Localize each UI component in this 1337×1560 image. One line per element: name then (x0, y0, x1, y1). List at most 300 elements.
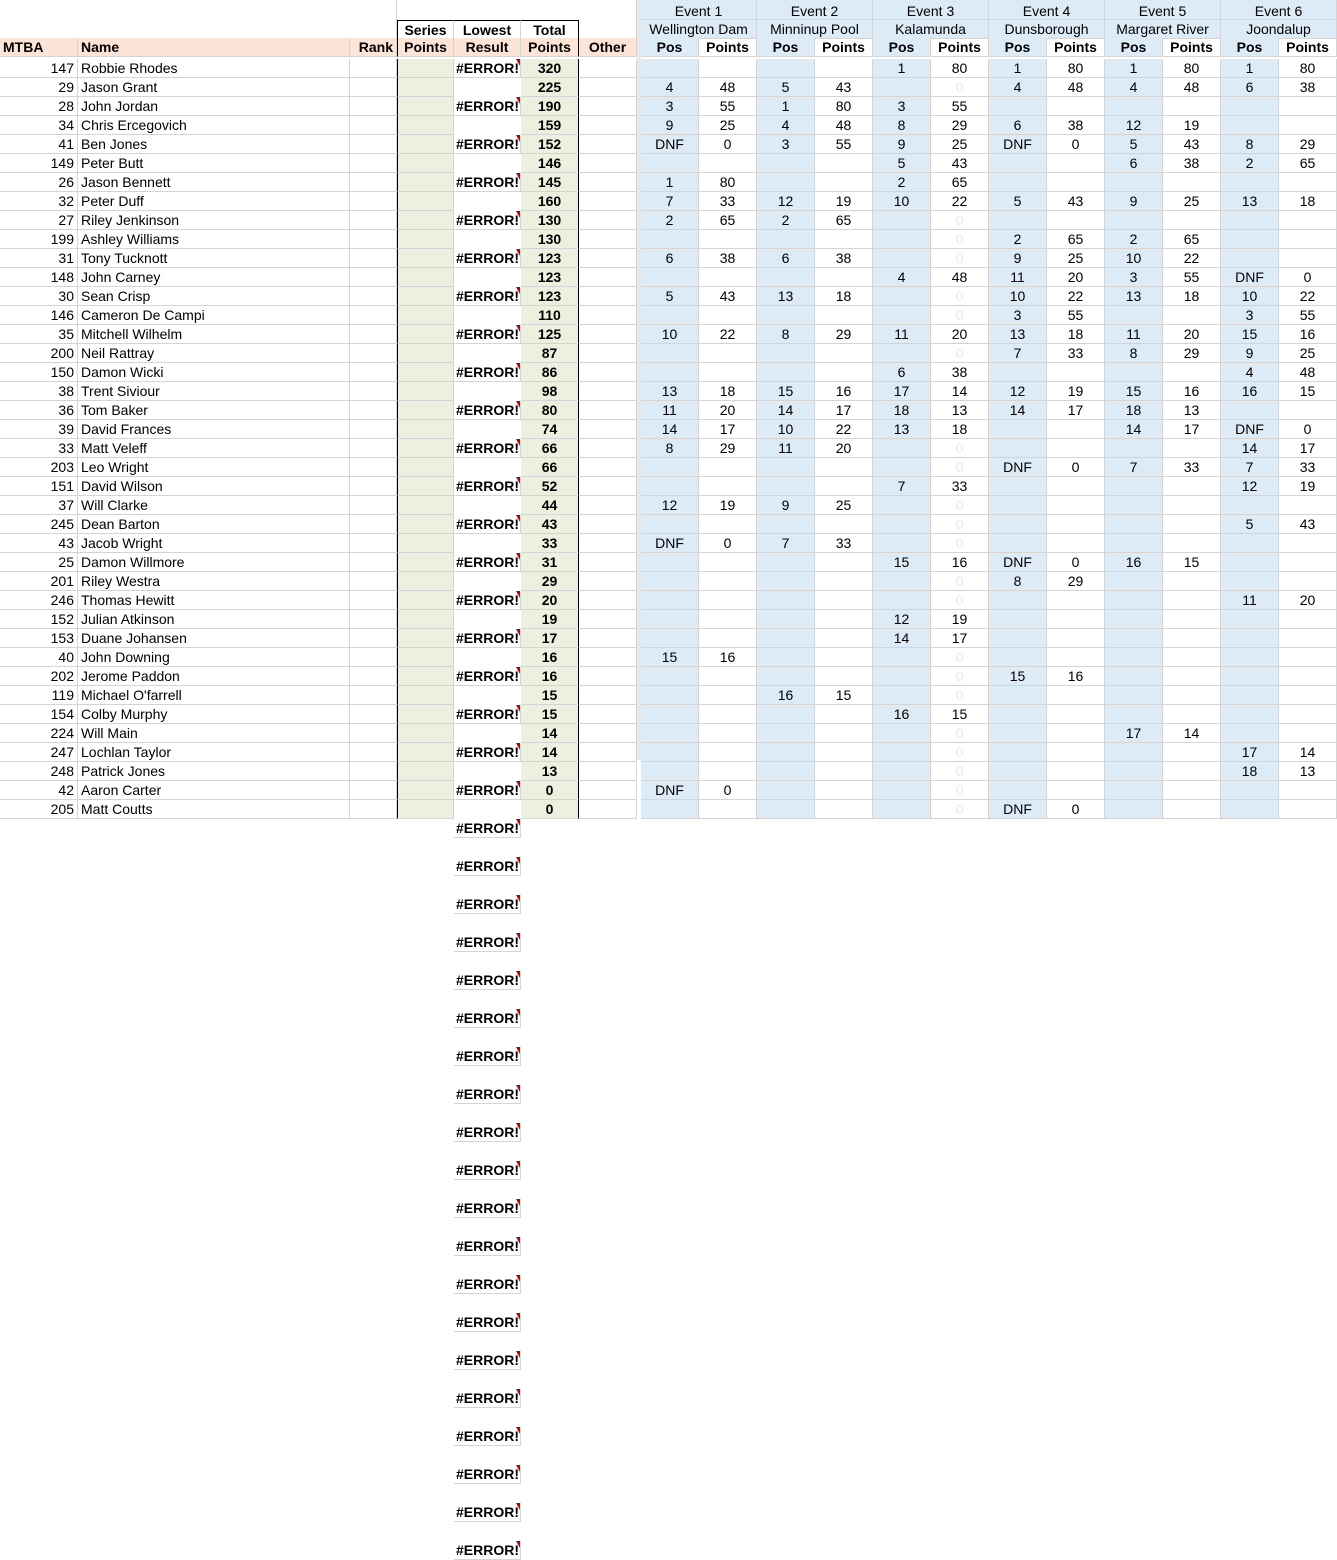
table-row-series-points[interactable] (397, 762, 454, 781)
table-row-series-points[interactable] (397, 78, 454, 97)
table-row-event-points[interactable]: 0 (931, 78, 989, 97)
table-row-event-points[interactable]: 65 (815, 211, 873, 230)
table-row-series-points[interactable] (397, 534, 454, 553)
table-row-lowest-result[interactable]: #ERROR! (456, 1010, 520, 1026)
table-row-event-pos[interactable]: 3 (1105, 268, 1163, 287)
table-row-event-pos[interactable] (1105, 800, 1163, 819)
table-row-series-points[interactable] (397, 553, 454, 572)
table-row-event-points[interactable] (815, 553, 873, 572)
table-row-event-points[interactable]: 13 (931, 401, 989, 420)
table-row-mtba[interactable]: 39 (0, 420, 78, 439)
table-row-event-points[interactable]: 22 (1047, 287, 1105, 306)
table-row-mtba[interactable]: 28 (0, 97, 78, 116)
table-row-other[interactable] (579, 192, 637, 211)
table-row-other[interactable] (579, 534, 637, 553)
event-venue[interactable]: Margaret River (1105, 20, 1221, 39)
table-row-name[interactable]: Ashley Williams (78, 230, 350, 249)
table-row-event-pos[interactable] (641, 515, 699, 534)
table-row-event-pos[interactable]: 13 (757, 287, 815, 306)
table-row-event-points[interactable]: 14 (1279, 743, 1337, 762)
table-row-event-pos[interactable] (757, 363, 815, 382)
table-row-total-points[interactable]: 14 (521, 724, 579, 743)
table-row-total-points[interactable]: 130 (521, 211, 579, 230)
table-row-mtba[interactable]: 38 (0, 382, 78, 401)
table-row-total-points[interactable]: 123 (521, 268, 579, 287)
table-row-event-points[interactable] (815, 268, 873, 287)
table-row-event-points[interactable]: 18 (1279, 192, 1337, 211)
table-row-event-pos[interactable]: 5 (1221, 515, 1279, 534)
table-row-event-points[interactable] (1047, 477, 1105, 496)
table-row-event-pos[interactable]: 9 (873, 135, 931, 154)
table-row-rank[interactable] (350, 287, 397, 306)
table-row-event-pos[interactable] (641, 344, 699, 363)
table-row-event-points[interactable] (1279, 781, 1337, 800)
table-row-event-pos[interactable] (873, 591, 931, 610)
table-row-other[interactable] (579, 458, 637, 477)
table-row-event-points[interactable]: 55 (1047, 306, 1105, 325)
table-row-event-points[interactable] (1163, 743, 1221, 762)
table-row-event-points[interactable] (1279, 686, 1337, 705)
table-row-event-pos[interactable] (757, 477, 815, 496)
table-row-event-points[interactable] (1279, 705, 1337, 724)
table-row-event-pos[interactable] (873, 458, 931, 477)
table-row-event-points[interactable] (699, 230, 757, 249)
table-row-event-points[interactable]: 0 (931, 515, 989, 534)
table-row-event-points[interactable] (699, 686, 757, 705)
table-row-event-points[interactable]: 22 (1279, 287, 1337, 306)
table-row-event-points[interactable] (699, 724, 757, 743)
table-row-series-points[interactable] (397, 458, 454, 477)
table-row-event-pos[interactable]: DNF (989, 553, 1047, 572)
table-row-event-pos[interactable]: 5 (757, 78, 815, 97)
table-row-event-points[interactable]: 22 (699, 325, 757, 344)
table-row-rank[interactable] (350, 781, 397, 800)
table-row-rank[interactable] (350, 553, 397, 572)
table-row-event-pos[interactable] (873, 800, 931, 819)
table-row-lowest-result[interactable]: #ERROR! (456, 1124, 520, 1140)
table-row-event-points[interactable] (1279, 401, 1337, 420)
table-row-rank[interactable] (350, 211, 397, 230)
table-row-lowest-result[interactable]: #ERROR! (456, 440, 520, 456)
table-row-event-pos[interactable] (1221, 781, 1279, 800)
table-row-event-pos[interactable]: 2 (989, 230, 1047, 249)
table-row-event-points[interactable]: 0 (1047, 553, 1105, 572)
table-row-event-points[interactable] (815, 363, 873, 382)
table-row-event-pos[interactable]: 10 (757, 420, 815, 439)
table-row-event-points[interactable]: 0 (931, 724, 989, 743)
table-row-series-points[interactable] (397, 363, 454, 382)
table-row-event-pos[interactable] (989, 515, 1047, 534)
table-row-event-pos[interactable] (873, 287, 931, 306)
table-row-event-pos[interactable] (1105, 629, 1163, 648)
table-row-other[interactable] (579, 496, 637, 515)
table-row-other[interactable] (579, 743, 637, 762)
table-row-event-points[interactable]: 48 (815, 116, 873, 135)
table-row-event-pos[interactable]: 13 (1221, 192, 1279, 211)
header-total-top[interactable]: Total (521, 20, 579, 39)
table-row-event-points[interactable]: 25 (1163, 192, 1221, 211)
table-row-event-pos[interactable]: 7 (989, 344, 1047, 363)
table-row-event-points[interactable]: 19 (1279, 477, 1337, 496)
header-pos[interactable]: Pos (757, 38, 815, 57)
table-row-event-points[interactable] (699, 572, 757, 591)
table-row-event-pos[interactable]: 12 (873, 610, 931, 629)
table-row-event-pos[interactable] (1221, 553, 1279, 572)
table-row-lowest-result[interactable]: #ERROR! (456, 212, 520, 228)
table-row-name[interactable]: Peter Duff (78, 192, 350, 211)
table-row-event-pos[interactable]: 16 (1221, 382, 1279, 401)
table-row-event-pos[interactable]: 13 (1105, 287, 1163, 306)
table-row-name[interactable]: Neil Rattray (78, 344, 350, 363)
table-row-event-points[interactable]: 20 (931, 325, 989, 344)
table-row-total-points[interactable]: 225 (521, 78, 579, 97)
table-row-name[interactable]: Jacob Wright (78, 534, 350, 553)
table-row-other[interactable] (579, 116, 637, 135)
table-row-name[interactable]: Damon Wicki (78, 363, 350, 382)
table-row-event-points[interactable]: 33 (699, 192, 757, 211)
table-row-event-pos[interactable] (873, 249, 931, 268)
table-row-other[interactable] (579, 420, 637, 439)
table-row-event-points[interactable]: 0 (931, 287, 989, 306)
table-row-total-points[interactable]: 44 (521, 496, 579, 515)
table-row-rank[interactable] (350, 59, 397, 78)
table-row-series-points[interactable] (397, 306, 454, 325)
table-row-total-points[interactable]: 15 (521, 686, 579, 705)
header-pos[interactable]: Pos (641, 38, 699, 57)
table-row-event-pos[interactable]: 4 (641, 78, 699, 97)
table-row-event-pos[interactable]: 6 (1221, 78, 1279, 97)
table-row-name[interactable]: Patrick Jones (78, 762, 350, 781)
table-row-event-points[interactable] (815, 344, 873, 363)
table-row-event-pos[interactable] (1105, 705, 1163, 724)
table-row-event-pos[interactable]: 17 (1221, 743, 1279, 762)
table-row-event-pos[interactable]: 11 (641, 401, 699, 420)
table-row-event-points[interactable] (699, 762, 757, 781)
table-row-name[interactable]: Mitchell Wilhelm (78, 325, 350, 344)
table-row-event-pos[interactable] (641, 724, 699, 743)
table-row-rank[interactable] (350, 363, 397, 382)
table-row-other[interactable] (579, 781, 637, 800)
table-row-series-points[interactable] (397, 116, 454, 135)
table-row-event-pos[interactable]: 6 (1105, 154, 1163, 173)
table-row-event-pos[interactable]: 4 (1105, 78, 1163, 97)
table-row-event-pos[interactable]: 16 (873, 705, 931, 724)
table-row-mtba[interactable]: 41 (0, 135, 78, 154)
table-row-event-points[interactable]: 80 (1279, 59, 1337, 78)
table-row-name[interactable]: Ben Jones (78, 135, 350, 154)
table-row-event-points[interactable] (815, 800, 873, 819)
table-row-event-pos[interactable] (757, 667, 815, 686)
table-row-event-points[interactable] (1163, 439, 1221, 458)
table-row-other[interactable] (579, 306, 637, 325)
table-row-event-pos[interactable]: DNF (1221, 420, 1279, 439)
table-row-lowest-result[interactable]: #ERROR! (456, 250, 520, 266)
table-row-event-pos[interactable]: 14 (641, 420, 699, 439)
table-row-event-points[interactable]: 80 (1047, 59, 1105, 78)
table-row-event-pos[interactable]: 4 (1221, 363, 1279, 382)
table-row-total-points[interactable]: 190 (521, 97, 579, 116)
table-row-event-points[interactable] (1279, 496, 1337, 515)
table-row-total-points[interactable]: 0 (521, 781, 579, 800)
table-row-event-points[interactable] (699, 553, 757, 572)
table-row-rank[interactable] (350, 724, 397, 743)
table-row-event-pos[interactable] (757, 629, 815, 648)
table-row-rank[interactable] (350, 325, 397, 344)
table-row-event-points[interactable] (699, 515, 757, 534)
table-row-event-points[interactable]: 65 (1047, 230, 1105, 249)
table-row-event-pos[interactable] (757, 230, 815, 249)
table-row-event-points[interactable]: 33 (815, 534, 873, 553)
table-row-event-pos[interactable]: 1 (757, 97, 815, 116)
table-row-event-points[interactable] (815, 515, 873, 534)
table-row-event-pos[interactable]: 9 (989, 249, 1047, 268)
table-row-lowest-result[interactable]: #ERROR! (456, 516, 520, 532)
table-row-event-pos[interactable]: 16 (757, 686, 815, 705)
table-row-event-pos[interactable]: DNF (641, 781, 699, 800)
table-row-event-points[interactable]: 0 (1047, 800, 1105, 819)
table-row-event-points[interactable] (1047, 154, 1105, 173)
table-row-series-points[interactable] (397, 135, 454, 154)
table-row-event-points[interactable]: 55 (931, 97, 989, 116)
table-row-name[interactable]: Lochlan Taylor (78, 743, 350, 762)
table-row-event-points[interactable] (815, 743, 873, 762)
table-row-other[interactable] (579, 382, 637, 401)
table-row-event-pos[interactable]: 8 (1105, 344, 1163, 363)
table-row-event-points[interactable] (1047, 496, 1105, 515)
header-mtba[interactable]: MTBA (0, 38, 78, 57)
table-row-event-pos[interactable]: 10 (1221, 287, 1279, 306)
event-title[interactable]: Event 5 (1105, 0, 1221, 20)
table-row-event-pos[interactable]: 10 (989, 287, 1047, 306)
table-row-event-pos[interactable]: 4 (989, 78, 1047, 97)
table-row-event-points[interactable] (815, 572, 873, 591)
table-row-event-points[interactable]: 18 (1163, 287, 1221, 306)
table-row-event-pos[interactable] (989, 781, 1047, 800)
table-row-total-points[interactable]: 66 (521, 458, 579, 477)
table-row-event-points[interactable] (1047, 173, 1105, 192)
table-row-event-points[interactable]: 43 (931, 154, 989, 173)
table-row-total-points[interactable]: 159 (521, 116, 579, 135)
table-row-event-points[interactable] (815, 781, 873, 800)
table-row-name[interactable]: Colby Murphy (78, 705, 350, 724)
table-row-lowest-result[interactable]: #ERROR! (456, 326, 520, 342)
table-row-other[interactable] (579, 762, 637, 781)
table-row-event-points[interactable]: 0 (1047, 458, 1105, 477)
table-row-event-points[interactable]: 0 (1279, 420, 1337, 439)
table-row-mtba[interactable]: 151 (0, 477, 78, 496)
table-row-event-points[interactable]: 0 (931, 211, 989, 230)
table-row-lowest-result[interactable]: #ERROR! (456, 288, 520, 304)
table-row-event-pos[interactable] (989, 477, 1047, 496)
table-row-event-pos[interactable]: 8 (641, 439, 699, 458)
table-row-event-pos[interactable]: 11 (1105, 325, 1163, 344)
table-row-event-points[interactable] (815, 610, 873, 629)
table-row-event-points[interactable]: 29 (1047, 572, 1105, 591)
table-row-event-points[interactable] (815, 762, 873, 781)
table-row-series-points[interactable] (397, 743, 454, 762)
table-row-event-points[interactable]: 38 (699, 249, 757, 268)
table-row-event-pos[interactable]: 8 (873, 116, 931, 135)
table-row-mtba[interactable]: 119 (0, 686, 78, 705)
table-row-lowest-result[interactable]: #ERROR! (456, 1352, 520, 1368)
table-row-event-points[interactable]: 80 (1163, 59, 1221, 78)
table-row-event-points[interactable] (1047, 724, 1105, 743)
table-row-rank[interactable] (350, 591, 397, 610)
table-row-event-pos[interactable]: 2 (641, 211, 699, 230)
table-row-lowest-result[interactable]: #ERROR! (456, 1504, 520, 1520)
table-row-event-pos[interactable]: 6 (757, 249, 815, 268)
table-row-rank[interactable] (350, 515, 397, 534)
table-row-event-pos[interactable]: 8 (989, 572, 1047, 591)
table-row-event-pos[interactable] (757, 762, 815, 781)
table-row-event-points[interactable]: 0 (931, 686, 989, 705)
table-row-event-pos[interactable] (641, 629, 699, 648)
table-row-event-points[interactable] (1279, 648, 1337, 667)
table-row-event-pos[interactable] (989, 705, 1047, 724)
table-row-event-pos[interactable]: 7 (1221, 458, 1279, 477)
table-row-event-pos[interactable] (641, 667, 699, 686)
table-row-event-points[interactable] (1163, 686, 1221, 705)
table-row-series-points[interactable] (397, 515, 454, 534)
table-row-event-points[interactable]: 55 (815, 135, 873, 154)
header-series-bottom[interactable]: Points (397, 38, 454, 57)
table-row-other[interactable] (579, 572, 637, 591)
table-row-event-points[interactable] (699, 743, 757, 762)
table-row-rank[interactable] (350, 743, 397, 762)
table-row-event-points[interactable] (699, 306, 757, 325)
table-row-event-pos[interactable] (641, 230, 699, 249)
table-row-rank[interactable] (350, 800, 397, 819)
table-row-mtba[interactable]: 203 (0, 458, 78, 477)
table-row-lowest-result[interactable]: #ERROR! (456, 1276, 520, 1292)
table-row-event-points[interactable]: 16 (699, 648, 757, 667)
table-row-event-pos[interactable]: DNF (1221, 268, 1279, 287)
table-row-event-points[interactable]: 20 (1279, 591, 1337, 610)
table-row-event-points[interactable] (1047, 610, 1105, 629)
table-row-event-pos[interactable] (641, 762, 699, 781)
table-row-event-pos[interactable]: 12 (757, 192, 815, 211)
table-row-event-pos[interactable] (1105, 610, 1163, 629)
table-row-mtba[interactable]: 147 (0, 59, 78, 78)
table-row-event-points[interactable] (1047, 363, 1105, 382)
table-row-event-pos[interactable] (1221, 211, 1279, 230)
table-row-total-points[interactable]: 29 (521, 572, 579, 591)
table-row-event-points[interactable]: 29 (699, 439, 757, 458)
table-row-event-pos[interactable]: 14 (873, 629, 931, 648)
table-row-event-points[interactable] (1047, 629, 1105, 648)
table-row-event-pos[interactable]: 15 (873, 553, 931, 572)
table-row-series-points[interactable] (397, 401, 454, 420)
table-row-event-pos[interactable] (873, 534, 931, 553)
table-row-event-pos[interactable] (641, 553, 699, 572)
table-row-mtba[interactable]: 40 (0, 648, 78, 667)
table-row-event-points[interactable] (1279, 553, 1337, 572)
table-row-event-points[interactable] (1047, 686, 1105, 705)
table-row-event-pos[interactable]: 17 (873, 382, 931, 401)
table-row-event-points[interactable] (1279, 800, 1337, 819)
table-row-rank[interactable] (350, 344, 397, 363)
table-row-event-points[interactable]: 18 (931, 420, 989, 439)
table-row-event-points[interactable]: 22 (1163, 249, 1221, 268)
table-row-event-pos[interactable]: 16 (1105, 553, 1163, 572)
table-row-mtba[interactable]: 150 (0, 363, 78, 382)
table-row-event-pos[interactable] (989, 629, 1047, 648)
table-row-name[interactable]: David Frances (78, 420, 350, 439)
table-row-event-pos[interactable]: 4 (873, 268, 931, 287)
table-row-event-pos[interactable] (757, 344, 815, 363)
table-row-event-pos[interactable]: DNF (641, 135, 699, 154)
table-row-event-pos[interactable] (989, 154, 1047, 173)
table-row-event-points[interactable]: 25 (815, 496, 873, 515)
table-row-other[interactable] (579, 268, 637, 287)
table-row-event-points[interactable]: 17 (699, 420, 757, 439)
table-row-event-points[interactable] (699, 154, 757, 173)
table-row-total-points[interactable]: 16 (521, 648, 579, 667)
table-row-event-points[interactable] (1279, 629, 1337, 648)
table-row-mtba[interactable]: 34 (0, 116, 78, 135)
table-row-event-points[interactable]: 0 (931, 306, 989, 325)
table-row-lowest-result[interactable]: #ERROR! (456, 820, 520, 836)
table-row-event-points[interactable]: 65 (699, 211, 757, 230)
table-row-event-pos[interactable] (989, 534, 1047, 553)
table-row-event-points[interactable] (815, 173, 873, 192)
table-row-lowest-result[interactable]: #ERROR! (456, 1200, 520, 1216)
table-row-lowest-result[interactable]: #ERROR! (456, 1314, 520, 1330)
table-row-event-pos[interactable]: 8 (1221, 135, 1279, 154)
table-row-event-points[interactable]: 17 (1163, 420, 1221, 439)
table-row-total-points[interactable]: 86 (521, 363, 579, 382)
table-row-event-points[interactable] (815, 629, 873, 648)
table-row-mtba[interactable]: 37 (0, 496, 78, 515)
table-row-series-points[interactable] (397, 496, 454, 515)
header-pos[interactable]: Pos (989, 38, 1047, 57)
table-row-event-pos[interactable] (873, 344, 931, 363)
table-row-lowest-result[interactable]: #ERROR! (456, 60, 520, 76)
header-pos[interactable]: Pos (1105, 38, 1163, 57)
table-row-mtba[interactable]: 224 (0, 724, 78, 743)
table-row-event-pos[interactable]: 15 (641, 648, 699, 667)
table-row-event-points[interactable] (1163, 629, 1221, 648)
table-row-event-pos[interactable]: 2 (757, 211, 815, 230)
table-row-event-pos[interactable]: 3 (989, 306, 1047, 325)
table-row-event-points[interactable] (815, 306, 873, 325)
table-row-other[interactable] (579, 249, 637, 268)
table-row-event-points[interactable]: 48 (1047, 78, 1105, 97)
table-row-event-points[interactable]: 15 (1163, 553, 1221, 572)
table-row-name[interactable]: Aaron Carter (78, 781, 350, 800)
table-row-event-points[interactable] (1047, 534, 1105, 553)
table-row-event-pos[interactable] (1221, 496, 1279, 515)
table-row-mtba[interactable]: 25 (0, 553, 78, 572)
table-row-event-points[interactable]: 0 (699, 135, 757, 154)
table-row-rank[interactable] (350, 648, 397, 667)
table-row-event-pos[interactable] (757, 306, 815, 325)
table-row-other[interactable] (579, 287, 637, 306)
table-row-total-points[interactable]: 123 (521, 249, 579, 268)
table-row-event-pos[interactable] (641, 154, 699, 173)
table-row-event-pos[interactable]: 15 (757, 382, 815, 401)
table-row-lowest-result[interactable]: #ERROR! (456, 706, 520, 722)
table-row-event-points[interactable]: 19 (815, 192, 873, 211)
table-row-event-points[interactable]: 33 (1047, 344, 1105, 363)
table-row-event-points[interactable] (1163, 306, 1221, 325)
table-row-event-points[interactable] (1163, 363, 1221, 382)
table-row-mtba[interactable]: 29 (0, 78, 78, 97)
table-row-event-pos[interactable] (1221, 230, 1279, 249)
table-row-event-points[interactable]: 13 (1279, 762, 1337, 781)
header-rank[interactable]: Rank (350, 38, 397, 57)
table-row-event-pos[interactable] (757, 705, 815, 724)
